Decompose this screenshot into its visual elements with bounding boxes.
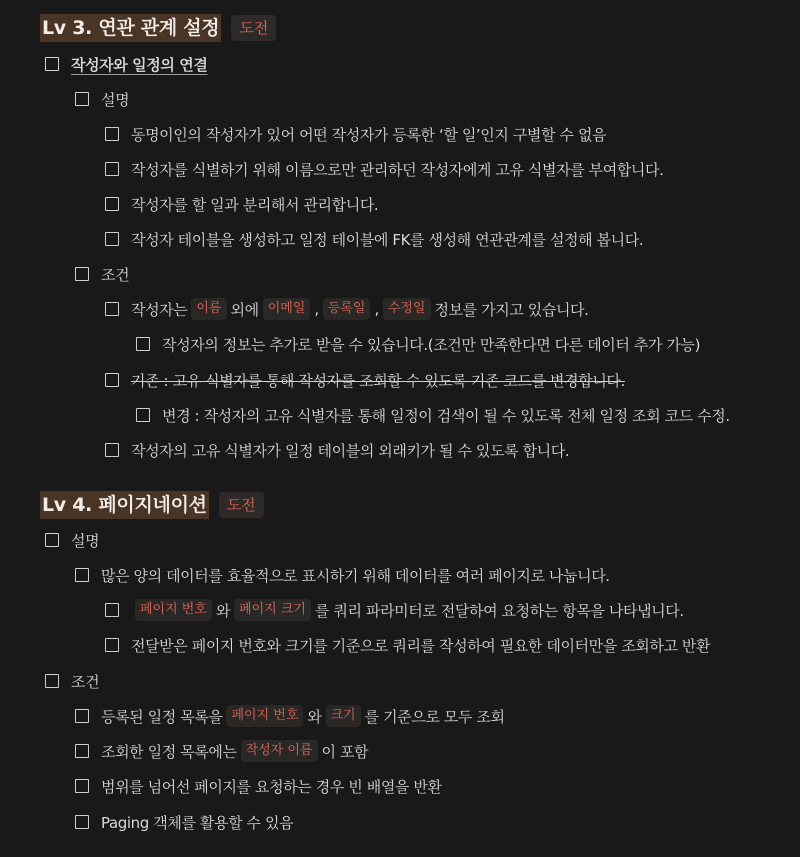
text: , bbox=[314, 300, 319, 318]
inline-code: 등록일 bbox=[323, 298, 371, 320]
text: 많은 양의 데이터를 효율적으로 표시하기 위해 데이터를 여러 페이지로 나눕니다. bbox=[101, 566, 610, 585]
text: 외에 bbox=[230, 300, 259, 319]
lv4-cond-item-1 bbox=[75, 702, 505, 730]
lv3-main-item-label: 작성자와 일정의 연결 bbox=[71, 55, 208, 74]
lv3-cond-item-3 bbox=[105, 436, 569, 464]
inline-code: 페이지 번호 bbox=[135, 599, 212, 621]
checkbox[interactable] bbox=[136, 408, 150, 422]
lv4-desc-item bbox=[75, 561, 610, 589]
text: 작성자는 bbox=[131, 300, 188, 319]
lv3-cond-item-2 bbox=[105, 366, 625, 394]
text: 를 기준으로 모두 조회 bbox=[364, 707, 505, 726]
checkbox[interactable] bbox=[75, 779, 89, 793]
lv3-cond-group bbox=[75, 260, 129, 288]
checkbox[interactable] bbox=[105, 232, 119, 246]
checkbox[interactable] bbox=[45, 674, 59, 688]
inline-code: 이름 bbox=[191, 298, 226, 320]
checkbox[interactable] bbox=[75, 709, 89, 723]
lv3-desc-label: 설명 bbox=[101, 90, 130, 109]
inline-code: 수정일 bbox=[383, 298, 431, 320]
lv3-desc-item-3 bbox=[105, 190, 378, 218]
lv3-desc-item-2 bbox=[105, 155, 663, 183]
inline-code: 페이지 번호 bbox=[226, 705, 303, 727]
text: 등록된 일정 목록을 bbox=[101, 707, 223, 726]
inline-code: 페이지 크기 bbox=[234, 599, 311, 621]
lv3-challenge-tag: 도전 bbox=[231, 15, 276, 41]
inline-code: 이메일 bbox=[263, 298, 311, 320]
lv3-desc-item-4-text: 작성자 테이블을 생성하고 일정 테이블에 FK를 생성해 연관관계를 설정해 봅니다. bbox=[131, 230, 644, 249]
checkbox[interactable] bbox=[75, 568, 89, 582]
lv3-desc-item-4 bbox=[105, 225, 643, 253]
text: 범위를 넘어선 페이지를 요청하는 경우 빈 배열을 반환 bbox=[101, 777, 442, 796]
text: 와 bbox=[215, 601, 231, 620]
lv3-main-item bbox=[45, 50, 207, 78]
lv3-desc-item-1-text: 동명이인의 작성자가 있어 어떤 작성자가 등록한 ‘할 일’인지 구별할 수 없음 bbox=[131, 125, 607, 144]
checkbox[interactable] bbox=[105, 443, 119, 457]
lv4-cond-item-4 bbox=[75, 808, 293, 836]
lv3-cond-item-1 bbox=[105, 295, 589, 323]
text: 정보를 가지고 있습니다. bbox=[434, 300, 589, 319]
text: Paging 객체를 활용할 수 있음 bbox=[101, 813, 294, 832]
lv3-desc-item-3-text: 작성자를 할 일과 분리해서 관리합니다. bbox=[131, 195, 379, 214]
lv3-cond-item-1-sub bbox=[136, 330, 700, 358]
text: 전달받은 페이지 번호와 크기를 기준으로 쿼리를 작성하여 필요한 데이터만을 조회하고 반환 bbox=[131, 636, 711, 655]
lv4-cond-item-3 bbox=[75, 772, 442, 800]
lv4-cond-item-2 bbox=[75, 737, 368, 765]
checkbox[interactable] bbox=[75, 744, 89, 758]
checkbox[interactable] bbox=[45, 57, 59, 71]
text: 와 bbox=[307, 707, 322, 726]
text: 를 쿼리 파라미터로 전달하여 요청하는 항목을 나타냅니다. bbox=[314, 601, 684, 620]
lv4-desc-sub-1 bbox=[105, 596, 684, 624]
text: 변경 : 작성자의 고유 식별자를 통해 일정이 검색이 될 수 있도록 전체 일정 조회 코드 수정. bbox=[162, 406, 730, 425]
lv3-cond-label: 조건 bbox=[101, 265, 130, 284]
checkbox[interactable] bbox=[75, 267, 89, 281]
lv3-heading bbox=[40, 13, 276, 43]
checkbox[interactable] bbox=[105, 603, 119, 617]
lv3-title: Lv 3. 연관 관계 설정 bbox=[40, 14, 221, 42]
lv3-desc-item-2-text: 작성자를 식별하기 위해 이름으로만 관리하던 작성자에게 고유 식별자를 부여합니다. bbox=[131, 160, 664, 179]
lv4-cond-label: 조건 bbox=[71, 672, 100, 691]
lv4-desc-sub-2 bbox=[105, 631, 710, 659]
strikethrough-text: 기존 : 고유 식별자를 통해 작성자를 조회할 수 있도록 기존 코드를 변경합니다. bbox=[131, 371, 625, 390]
inline-code: 크기 bbox=[326, 705, 361, 727]
lv4-desc-label: 설명 bbox=[71, 531, 100, 550]
checkbox[interactable] bbox=[45, 533, 59, 547]
lv3-desc-group bbox=[75, 85, 129, 113]
text: 이 포함 bbox=[321, 742, 369, 761]
text: 작성자의 정보는 추가로 받을 수 있습니다.(조건만 만족한다면 다른 데이터 추가 가능) bbox=[162, 335, 701, 354]
text: 조회한 일정 목록에는 bbox=[101, 742, 237, 761]
checkbox[interactable] bbox=[105, 373, 119, 387]
lv3-cond-item-2-sub bbox=[136, 401, 730, 429]
checkbox[interactable] bbox=[105, 127, 119, 141]
inline-code: 작성자 이름 bbox=[241, 740, 318, 762]
checkbox[interactable] bbox=[136, 337, 150, 351]
lv4-desc-group bbox=[45, 526, 99, 554]
checkbox[interactable] bbox=[105, 197, 119, 211]
text: 작성자의 고유 식별자가 일정 테이블의 외래키가 될 수 있도록 합니다. bbox=[131, 441, 570, 460]
checkbox[interactable] bbox=[105, 162, 119, 176]
checkbox[interactable] bbox=[105, 302, 119, 316]
checkbox[interactable] bbox=[105, 638, 119, 652]
checkbox[interactable] bbox=[75, 92, 89, 106]
lv4-title: Lv 4. 페이지네이션 bbox=[40, 491, 209, 519]
checkbox[interactable] bbox=[75, 815, 89, 829]
lv4-heading bbox=[40, 490, 264, 520]
lv3-desc-item-1 bbox=[105, 120, 606, 148]
lv4-cond-group bbox=[45, 667, 99, 695]
lv4-challenge-tag: 도전 bbox=[219, 492, 264, 518]
text: , bbox=[374, 300, 379, 318]
